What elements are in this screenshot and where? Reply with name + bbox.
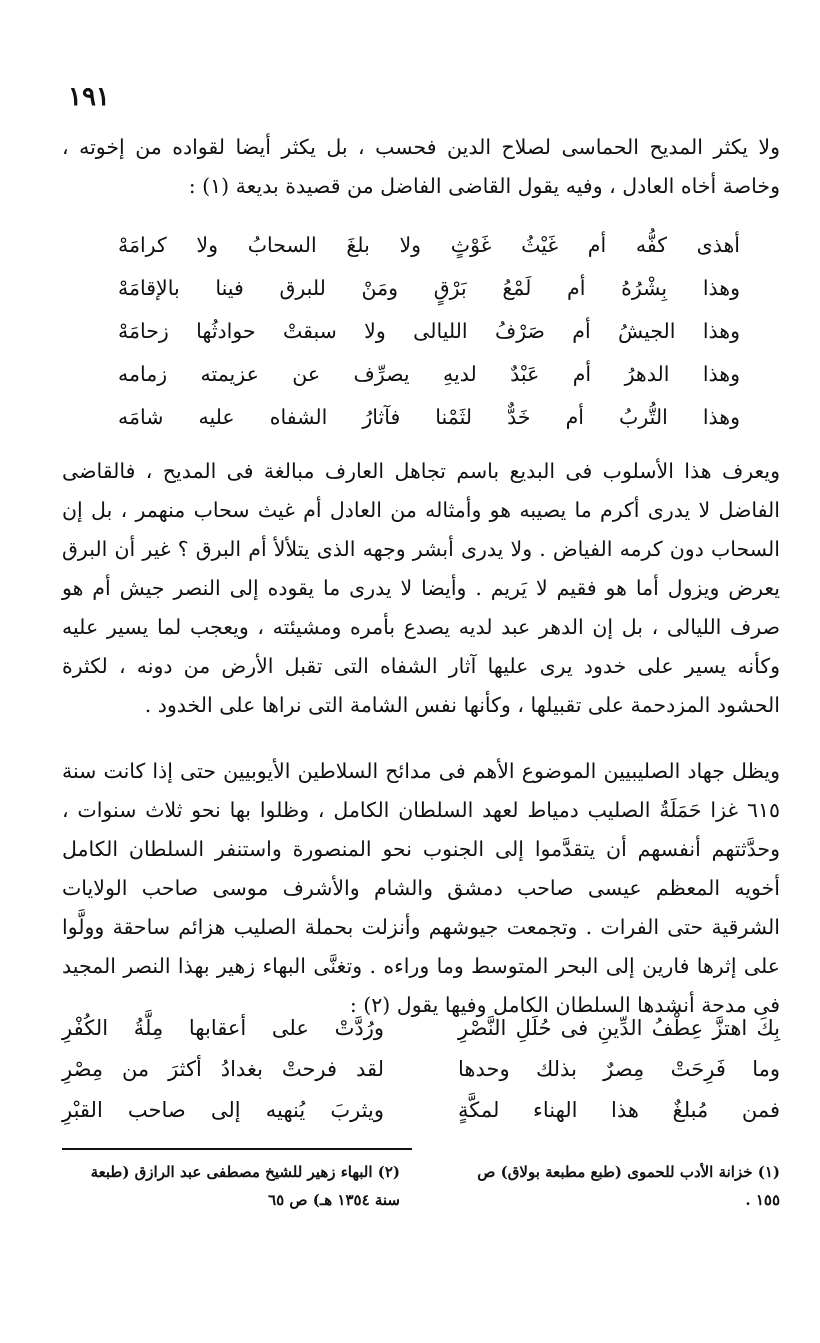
footnote-2: (٢) البهاء زهير للشيخ مصطفى عبد الرازق (طبعة سنة ١٣٥٤ هـ) ص ٦٥ (90, 1163, 400, 1209)
poem-line: وهذا الجيشُ أم صَرْفُ الليالى ولا سبقتْ حوادثُها زحامَهْ (118, 319, 740, 343)
body-paragraph-2: ويظل جهاد الصليبيين الموضوع الأهم فى مدائح السلاطين الأيوبيين حتى إذا كانت سنة ٦١٥ غزا حَمَلَةُ الصليب دمياط لعهد السلطان الكامل ، وظلوا بها نحو ثلاث سنوات ، وحدَّثتهم أنفسهم أن يتقدَّموا إلى الجنوب نحو المنصورة واستنفر السلطان الكامل أخويه المعظم عيسى صاحب دمشق والشام والأشرف موسى صاحب الولايات الشرقية حتى الفرات . وتجمعت جيوشهم وأنزلت بحملة الصليب هزائم ساحقة وولَّوا على إثرها فارين إلى البحر المتوسط وما وراءه . وتغنَّى البهاء زهير بهذا النصر المجيد فى مدحة أنشدها السلطان الكامل وفيها يقول (٢) : (62, 759, 780, 1017)
intro-paragraph: ولا يكثر المديح الحماسى لصلاح الدين فحسب ، بل يكثر أيضا لقواده من إخوته ، وخاصة أخاه العادل ، وفيه يقول القاضى الفاضل من قصيدة بديعة (١) : (62, 135, 780, 198)
footnote-separator (62, 1148, 412, 1150)
verse-second-hemistich: ورُدَّتْ على أعقابها مِلَّةُ الكُفْرِ (62, 1016, 384, 1040)
poem-line: وهذا بِشْرُهُ أم لَمْعُ بَرْقٍ ومَنْ للبرق فينا بالإقامَهْ (118, 276, 740, 300)
poem (118, 224, 740, 439)
body-paragraph-1: ويعرف هذا الأسلوب فى البديع باسم تجاهل العارف مبالغة فى المديح ، فالقاضى الفاضل لا يدرى أكرم ما يصيبه هو وأمثاله من العادل أم غيث سحاب منهمر ، بل إن السحاب دون كرمه الفياض . ولا يدرى أبشر وجهه الذى يتلألأ أم البرق ؟ غير أن البرق يعرض ويزول أما هو فقيم لا يَريم . وأيضا لا يدرى ما يقوده إلى النصر جيش أم هو صرف الليالى ، بل إن الدهر عبد لديه يصدع بأمره ومشيئته ، ويعجب لما يسير عليه وكأنه يسير على خدود يرى عليها آثار الشفاه التى تقبل الأرض من دونه ، لكثرة الحشود المزدحمة على تقبيلها ، وكأنها نفس الشامة التى نراها على الخدود . (62, 459, 780, 717)
verse-pairs (62, 1008, 780, 1131)
verse-second-hemistich: ويثربَ يُنهيه إلى صاحب القبْرِ (62, 1098, 384, 1122)
footnote-1: (١) خزانة الأدب للحموى (طبع مطبعة بولاق) ص ١٥٥ . (477, 1163, 780, 1209)
poem-line: وهذا التُّربُ أم خَدٌّ لثَمْنا فآثارُ الشفاه عليه شامَه (118, 405, 740, 429)
verse-first-hemistich: فمن مُبلغٌ هذا الهناء لمكَّةٍ (458, 1098, 780, 1122)
verse-first-hemistich: وما فَرِحَتْ مِصرٌ بذلك وحدها (458, 1057, 780, 1081)
verse-first-hemistich: بِكَ اهتزَّ عِطْفُ الدِّينِ فى حُلَلِ النَّصْرِ (458, 1016, 780, 1040)
verse-row (62, 1090, 780, 1131)
verse-row (62, 1008, 780, 1049)
poem-line: وهذا الدهرُ أم عَبْدٌ لديهِ يصرِّف عن عزيمته زمامه (118, 362, 740, 386)
page-number: ١٩١ (68, 82, 110, 112)
poem-line: أهذى كفُّه أم غَيْثُ غَوْثٍ ولا بلغَ السحابُ ولا كرامَهْ (118, 233, 740, 257)
verse-row (62, 1049, 780, 1090)
verse-second-hemistich: لقد فرحتْ بغدادُ أكثرَ من مِصْرِ (62, 1057, 384, 1081)
